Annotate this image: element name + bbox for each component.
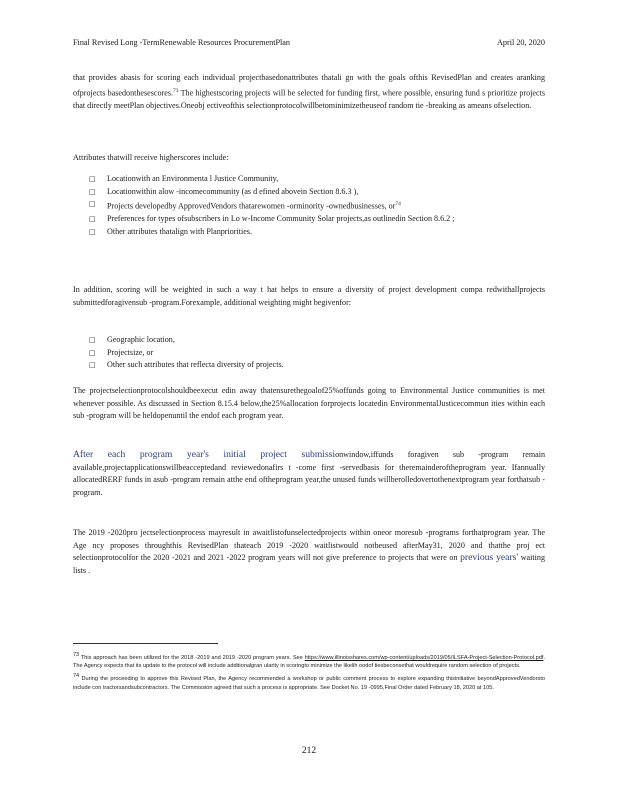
list-item (73, 347, 545, 360)
header-date: April 20, 2020 (497, 38, 545, 47)
list-item-text: Projects developedby ApprovedVendors thatarewomen -orminority -ownedbusinesses, or (107, 201, 396, 211)
footnote-73 (73, 651, 545, 671)
checkbox-bullet-icon: □ (89, 175, 96, 183)
footnotes (73, 651, 545, 693)
checkbox-bullet-icon: □ (89, 200, 96, 209)
footnote-divider (73, 643, 218, 644)
list-item-text: Locationwithin alow -incomecommunity (as d efined abovein Section 8.6.3 ), (107, 186, 359, 196)
paragraph-text: that provides abasis for scoring each individual projectbasedonattributes thatali gn with the goals ofthis RevisedPlan and creates aranking ofprojects basedonthesescores. (73, 73, 545, 98)
checkbox-bullet-icon: □ (89, 361, 96, 370)
list-item-text: Preferences for types ofsubscribers in Lo w-Income Community Solar projects,as outlinedin Section 8.6.2 ; (107, 214, 455, 224)
bullet-list-attributes (73, 173, 545, 239)
paragraph-first-come (73, 449, 545, 499)
paragraph-waitlist (73, 527, 545, 577)
list-item-text: Other attributes thatalign with Planpriorities. (107, 227, 252, 237)
list-item-text: Other such attributes that reflecta diversity of projects. (107, 360, 284, 370)
footnote-number: 74 (73, 673, 80, 680)
footnote-number: 73 (73, 652, 80, 658)
list-item-text: Geographic location, (107, 335, 175, 344)
footnote-ref[interactable]: 74 (395, 201, 401, 208)
footnote-link[interactable]: https://www.illinoisshares.com/wp-content/uploads/2019/05/ILSFA-Project-Selection-Protocol.pdf (304, 654, 544, 661)
paragraph-text: Attributes thatwill receive higherscores include: (73, 153, 229, 162)
footnote-text: This approach has been utilized for the 2018 -2019 and 2019 -2020 program years. See (79, 654, 305, 661)
paragraph-attributes (73, 152, 545, 165)
checkbox-bullet-icon: □ (89, 336, 96, 344)
list-item (73, 359, 545, 372)
bullet-list-diversity (73, 334, 545, 372)
footnote-text: During the proceeding to approve this Revised Plan, the Agency recommended a workshop or public comment process to explore expanding thisinitiative beyondApprovedVendorsto include con tractorsandsubcontractors. The Commission agreed that such a process is appropriate. See Docket No. 19 -0995,Final Order dated February 18, 2020 at 105. (73, 675, 545, 691)
paragraph-text: The 2019 -2020pro jectselectionprocess mayresult in awaitlistofunselectedprojects within oneor moresub -programs forthatprogram year. The Age ncy proposes throughthis RevisedPlan thateach 2019 -2020 waitlistwould notbeused afterMay31, 2020 and thatthe proj ect selectionprotocolfor the 2020 -2021 and 2021 -2022 program years will not give preference to projects that were on (73, 528, 545, 563)
paragraph-text: The projectselectionprotocolshouldbeexecut edin away thatensurethegoalof25%offunds going to Environmental Justice communities is met whenever possible. As discussed in Section 8.15.4 below,the25%allocation forprojects locatedin EnvironmentalJusticecommun ities within each sub -program will be heldopenuntil the endof each program year. (73, 386, 545, 421)
paragraph-ej-allocation (73, 385, 545, 423)
paragraph-text: onwindow,iffunds foragiven sub -program remain available,projectapplicationswillbeacceptedand reviewedonafirs t -come first -servedbasis for theremainderoftheprogram year. Ifannually allocatedRERF funds in asub -program remain atthe end oftheprogram year,the unused funds willberolledovertothenextprogram year forthatsub - program. (73, 450, 545, 497)
checkbox-bullet-icon: □ (89, 215, 96, 224)
header-title: Final Revised Long -TermRenewable Resources ProcurementPlan (73, 38, 291, 47)
checkbox-bullet-icon: □ (89, 348, 96, 357)
footnote-ref[interactable]: 73 (173, 87, 179, 94)
checkbox-bullet-icon: □ (89, 228, 96, 237)
list-item (73, 173, 545, 186)
list-item (73, 213, 545, 226)
footnote-74 (73, 672, 545, 692)
list-item (73, 198, 545, 213)
list-item (73, 186, 545, 199)
list-item (73, 334, 545, 347)
footnote-text: . The Agency expects that its update to the protocol will include additionalgran ularity in scoringto minimize the likelih oodof tiesbeconsethat wouldrequire random selection of projects. (73, 654, 545, 670)
list-item (73, 226, 545, 239)
paragraph-weighting (73, 284, 545, 309)
page-header (73, 38, 545, 47)
paragraph-text: The highestscoring projects will be selected for funding first, where possible, ensuring fund s prioritize projects that directly meetPlan objectives.Oneobj ectiveofthis selectionprotocolwillbetominimizetheuseof random tie -breaking as ameans ofselection. (73, 88, 545, 110)
list-item-text: Locationwith an Environmenta l Justice Community, (107, 174, 279, 183)
paragraph-scoring (73, 72, 545, 112)
emphasized-text: After each program year's initial project submissi (73, 449, 336, 460)
paragraph-text: In addition, scoring will be weighted in such a way t hat helps to ensure a diversity of project development compa redwithallprojects submittedforagivensub -program.Forexample, additional weighting might begivenfor: (73, 285, 545, 307)
page-number: 212 (301, 746, 317, 756)
paragraph-text: waiting lists . (73, 553, 545, 575)
checkbox-bullet-icon: □ (89, 187, 96, 196)
list-item-text: Projectsize, or (107, 347, 154, 357)
emphasized-text: previous years' (460, 552, 519, 564)
